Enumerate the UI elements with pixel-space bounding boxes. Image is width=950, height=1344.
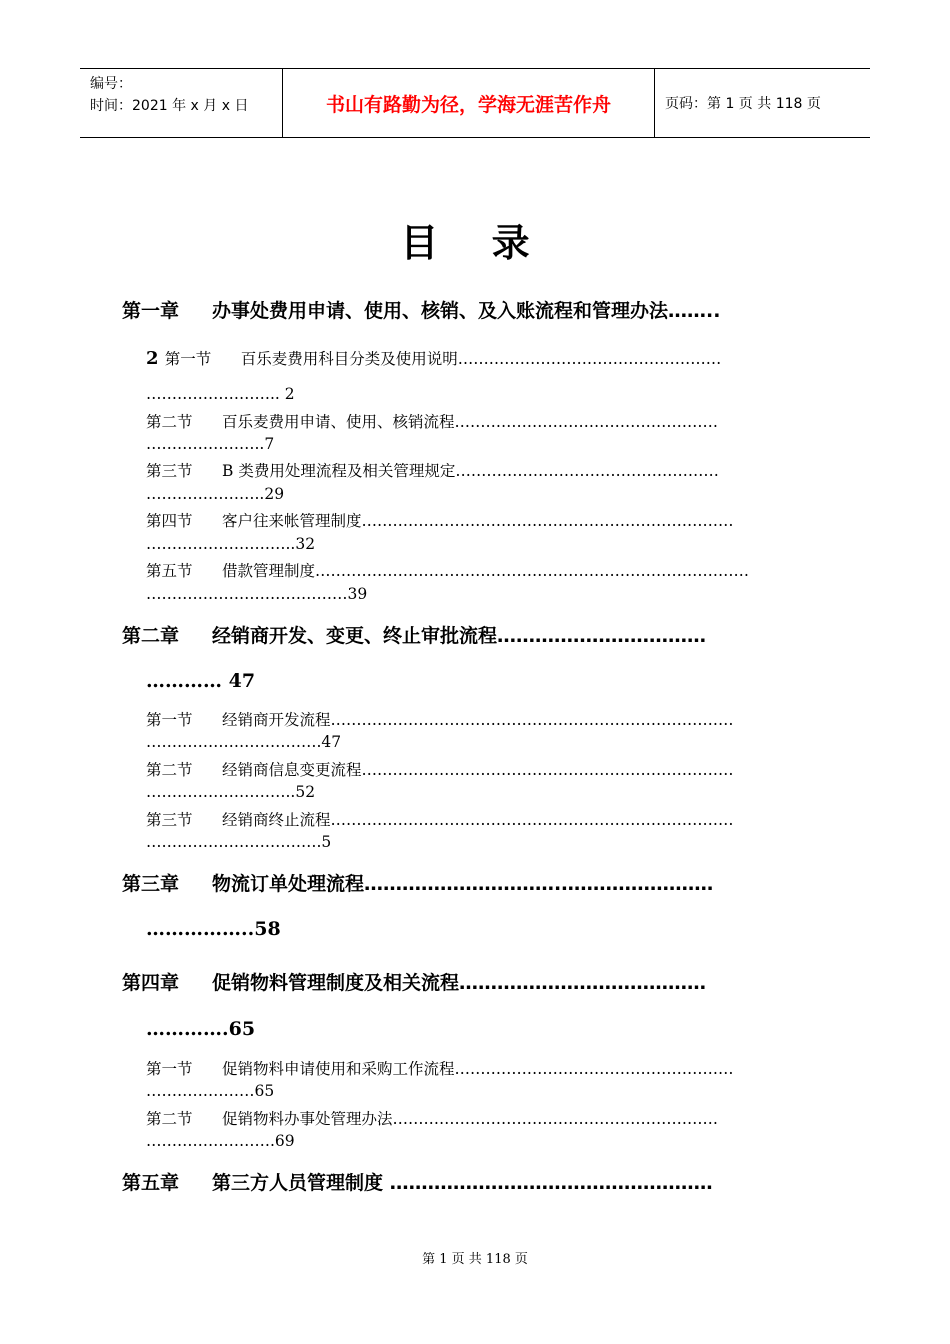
toc-chapter-3-page: ……………..58 (146, 918, 281, 940)
section-prefix: 2 (146, 348, 165, 369)
section-title: 百乐麦费用科目分类及使用说明…………………………………………… (240, 350, 722, 368)
section-label: 第五节 (146, 562, 193, 580)
chapter-title: 经销商开发、变更、终止审批流程…………………………… (212, 625, 707, 647)
toc-ch1-section-3[interactable] (146, 459, 719, 481)
section-label: 第一节 (164, 350, 212, 368)
chapter-title: 第三方人员管理制度 …………………………………………… (212, 1172, 713, 1194)
chapter-label: 第四章 (122, 972, 180, 994)
number-label: 编号： (90, 76, 132, 92)
toc-ch2-section-2-page: ………………………..52 (146, 783, 316, 801)
section-label: 第四节 (146, 512, 193, 530)
section-label: 第二节 (146, 1110, 193, 1128)
section-title: 经销商开发流程…………………………………………………………………… (222, 711, 734, 729)
chapter-title: 促销物料管理制度及相关流程………………………………… (212, 972, 707, 994)
section-label: 第一节 (146, 711, 193, 729)
chapter-label: 第五章 (122, 1172, 180, 1194)
page-title: 目 录 (400, 221, 550, 265)
page-header (80, 68, 870, 138)
header-meta (80, 69, 282, 137)
section-label: 第一节 (146, 1060, 193, 1078)
section-label: 第三节 (146, 811, 193, 829)
toc-ch1-section-1[interactable] (146, 347, 721, 369)
section-title: 促销物料办事处管理办法……………………………………………………… (222, 1110, 719, 1128)
toc-ch4-section-2[interactable] (146, 1107, 718, 1129)
toc-ch1-section-5-page: …………………………………39 (146, 585, 368, 603)
section-label: 第二节 (146, 761, 193, 779)
toc-ch1-section-1-page: …………………….. 2 (146, 385, 295, 403)
header-page-info: 页码：第 1 页 共 118 页 (665, 96, 821, 112)
toc-ch2-section-1-page: …………………………….47 (146, 733, 342, 751)
toc-chapter-3[interactable] (122, 869, 713, 896)
header-motto: 书山有路勤为径，学海无涯苦作舟 (282, 69, 655, 137)
toc-chapter-1[interactable] (122, 296, 720, 323)
toc-chapter-2[interactable] (122, 621, 706, 648)
section-title: 客户往来帐管理制度……………………………………………………………… (222, 512, 734, 530)
toc-ch2-section-3-page: …………………………….5 (146, 833, 332, 851)
section-title: 促销物料申请使用和采购工作流程……………………………………………… (222, 1060, 734, 1078)
toc-ch1-section-5[interactable] (146, 559, 749, 581)
section-title: 经销商终止流程…………………………………………………………………… (222, 811, 734, 829)
toc-chapter-5[interactable] (122, 1168, 713, 1195)
toc-ch1-section-2[interactable] (146, 410, 718, 432)
section-label: 第三节 (146, 462, 193, 480)
toc-ch2-section-1[interactable] (146, 708, 734, 730)
toc-chapter-2-page: ………… 47 (146, 670, 256, 692)
section-title: B 类费用处理流程及相关管理规定…………………………………………… (222, 462, 719, 480)
toc-chapter-4[interactable] (122, 968, 706, 995)
toc-ch1-section-3-page: …………………..29 (146, 485, 285, 503)
section-label: 第二节 (146, 413, 193, 431)
section-title: 百乐麦费用申请、使用、核销流程…………………………………………… (222, 413, 719, 431)
chapter-title: 办事处费用申请、使用、核销、及入账流程和管理办法…….. (212, 300, 721, 322)
toc-chapter-4-page: ………….65 (146, 1018, 256, 1040)
chapter-title: 物流订单处理流程………………………….…………………… (212, 873, 714, 895)
toc-ch1-section-2-page: …………………..7 (146, 435, 275, 453)
section-title: 借款管理制度………………………………………………………………………… (222, 562, 750, 580)
toc-ch1-section-4[interactable] (146, 509, 734, 531)
toc-ch2-section-3[interactable] (146, 808, 734, 830)
time-label: 时间：2021 年 x 月 x 日 (90, 98, 249, 114)
chapter-label: 第三章 (122, 873, 180, 895)
toc-ch4-section-1-page: …………………65 (146, 1082, 275, 1100)
chapter-label: 第二章 (122, 625, 180, 647)
toc-ch1-section-4-page: ………………………..32 (146, 535, 316, 553)
section-title: 经销商信息变更流程……………………………………………………………… (222, 761, 734, 779)
toc-ch2-section-2[interactable] (146, 758, 734, 780)
chapter-label: 第一章 (122, 300, 180, 322)
page-footer: 第 1 页 共 118 页 (422, 1252, 528, 1267)
toc-ch4-section-1[interactable] (146, 1057, 734, 1079)
toc-ch4-section-2-page: …………………….69 (146, 1132, 295, 1150)
